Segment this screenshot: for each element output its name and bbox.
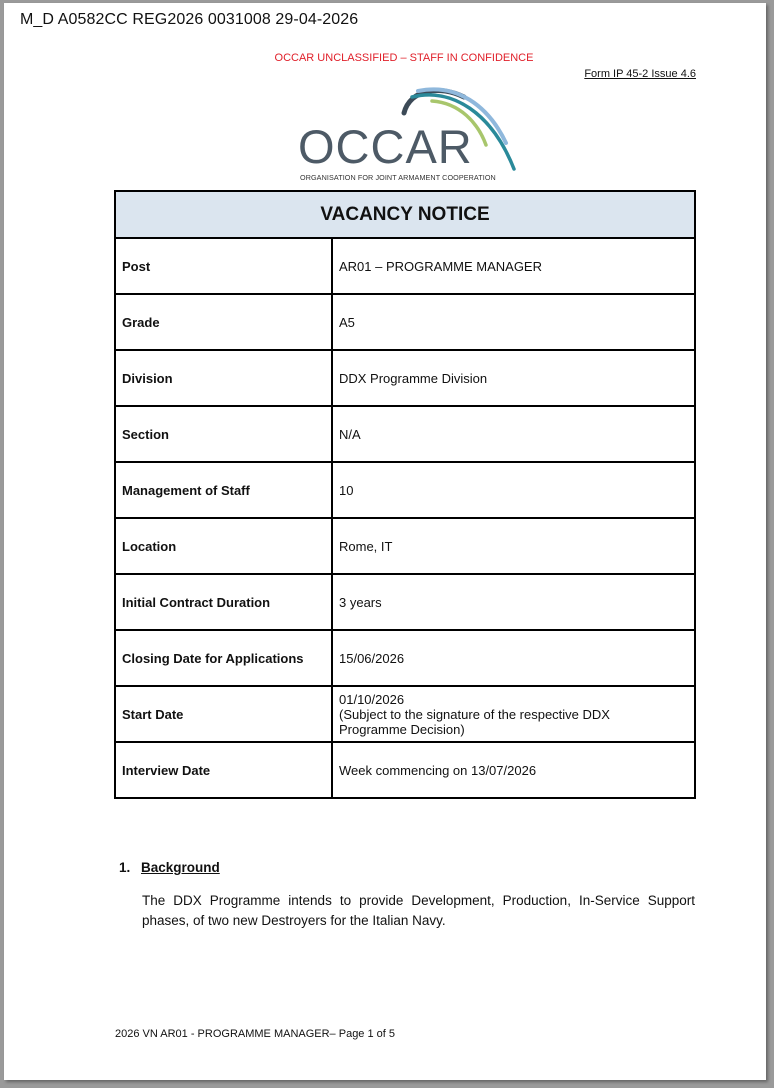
field-value: [332, 742, 695, 798]
table-row: [115, 238, 695, 294]
table-row: [115, 742, 695, 798]
field-value-line: AR01 – PROGRAMME MANAGER: [339, 258, 542, 274]
section-title: Background: [141, 860, 220, 875]
field-value: [332, 406, 695, 462]
vacancy-table-body: [115, 238, 695, 798]
field-label: Post: [115, 238, 332, 294]
vacancy-table: [114, 190, 696, 799]
field-value: [332, 350, 695, 406]
field-value: [332, 630, 695, 686]
field-label: Initial Contract Duration: [115, 574, 332, 630]
classification-marking: OCCAR UNCLASSIFIED – STAFF IN CONFIDENCE: [274, 52, 534, 64]
field-label: Closing Date for Applications: [115, 630, 332, 686]
table-row: [115, 294, 695, 350]
field-value-line: Rome, IT: [339, 538, 393, 554]
section-number: 1.: [119, 860, 131, 875]
table-row: [115, 350, 695, 406]
field-value: [332, 686, 695, 742]
field-value-line: N/A: [339, 426, 361, 442]
table-row: [115, 462, 695, 518]
field-value-line: Week commencing on 13/07/2026: [339, 762, 537, 778]
section-body: The DDX Programme intends to provide Development, Production, In-Service Support phases, of two new Destroyers for the Italian Navy.: [142, 893, 695, 928]
logo-wordmark: OCCAR: [298, 120, 473, 173]
field-value: [332, 574, 695, 630]
logo-tagline: ORGANISATION FOR JOINT ARMAMENT COOPERATION: [300, 173, 496, 182]
field-value-line: 01/10/2026: [339, 691, 405, 707]
field-value-line: (Subject to the signature of the respective DDX: [339, 706, 610, 722]
field-value: [332, 238, 695, 294]
field-value: [332, 294, 695, 350]
field-value-line: DDX Programme Division: [339, 370, 488, 386]
table-row: [115, 630, 695, 686]
occar-logo: [292, 83, 532, 183]
table-row: [115, 518, 695, 574]
field-label: Interview Date: [115, 742, 332, 798]
section-heading: [119, 860, 220, 875]
field-value-line: 3 years: [339, 594, 382, 610]
registration-line: M_D A0582CC REG2026 0031008 29-04-2026: [20, 11, 359, 28]
document-page: [4, 3, 766, 1080]
vacancy-title: VACANCY NOTICE: [115, 191, 695, 238]
field-label: Location: [115, 518, 332, 574]
page-footer: 2026 VN AR01 - PROGRAMME MANAGER– Page 1 of 5: [115, 1028, 396, 1040]
field-value: [332, 462, 695, 518]
field-label: Management of Staff: [115, 462, 332, 518]
field-value-line: Programme Decision): [339, 721, 465, 737]
field-value-line: 10: [339, 482, 354, 498]
field-label: Grade: [115, 294, 332, 350]
field-label: Section: [115, 406, 332, 462]
table-row: [115, 406, 695, 462]
field-label: Start Date: [115, 686, 332, 742]
field-label: Division: [115, 350, 332, 406]
field-value-line: 15/06/2026: [339, 650, 405, 666]
table-row: [115, 574, 695, 630]
field-value: [332, 518, 695, 574]
field-value-line: A5: [339, 314, 355, 330]
form-reference: Form IP 45-2 Issue 4.6: [584, 68, 696, 80]
table-row: [115, 686, 695, 742]
